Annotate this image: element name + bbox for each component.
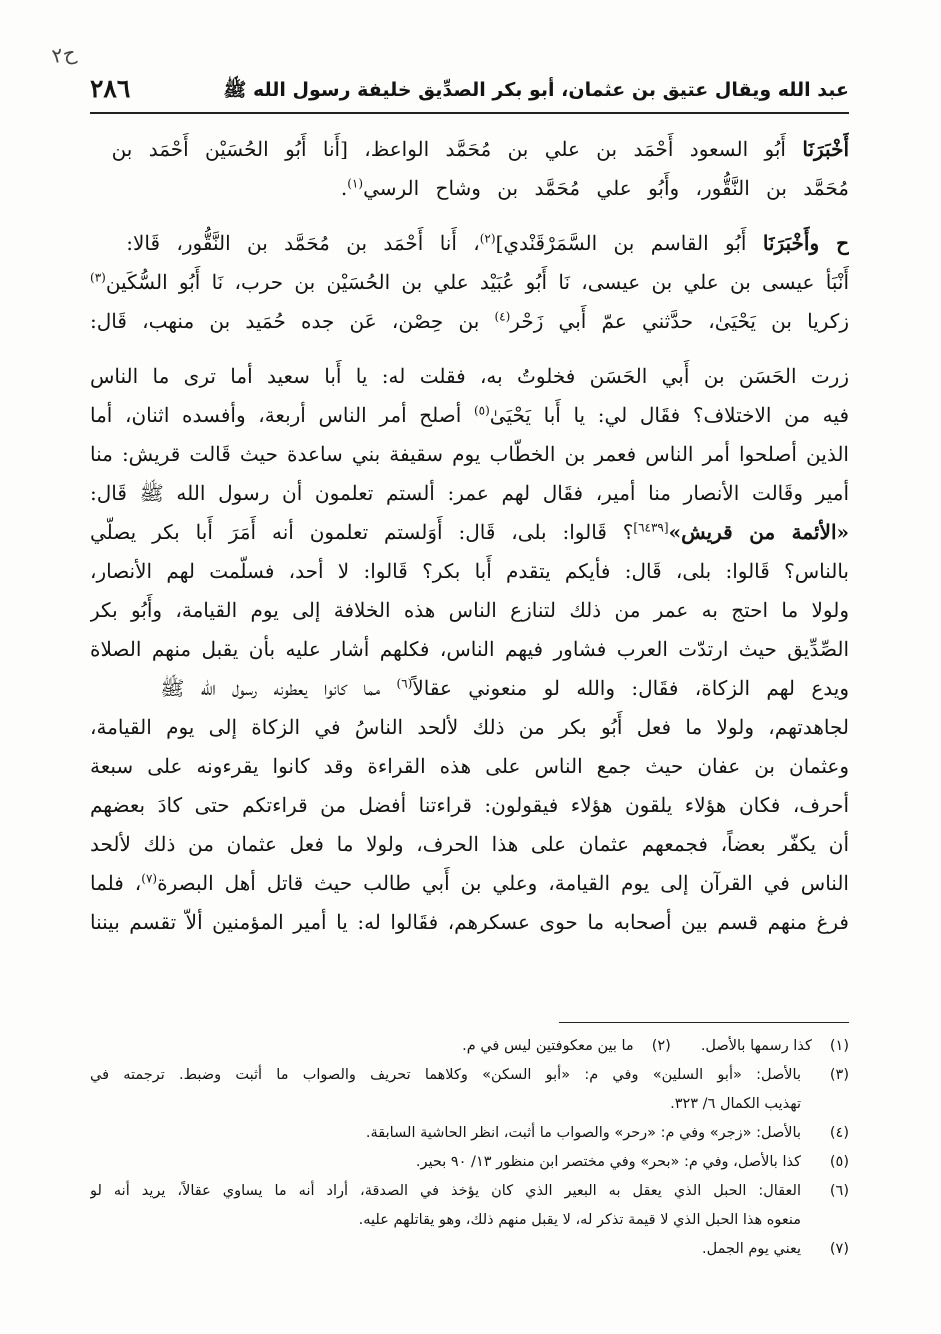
- text-line: [90, 130, 849, 169]
- footnote-ref: (٥): [473, 403, 490, 418]
- line-text: أن يكفّر بعضاً، فجمعهم عثمان على هذا الحرف، ولولا ما فعل عثمان من ذلك لألحد: [90, 832, 849, 856]
- text-line: [90, 786, 849, 825]
- line-text: لجاهدتهم، ولولا ما فعل أَبُو بكر من ذلك لألحد الناسُ في الزكاة إلى يوم القيامة،: [90, 715, 849, 739]
- handwritten-mark: ح٢: [49, 39, 78, 69]
- footnote-ref: (١): [347, 176, 364, 191]
- text-line: [90, 169, 849, 208]
- footnotes: [90, 1032, 849, 1264]
- lead-phrase: ح وأَخْبَرَنَا: [762, 231, 849, 255]
- footnote: [90, 1061, 849, 1090]
- footnote: [701, 1032, 849, 1061]
- footnote-number: (٦): [829, 1183, 849, 1199]
- lead-phrase: «الأئمة من قريش»: [668, 520, 849, 544]
- text-line: [90, 396, 849, 435]
- line-text: أَبُو السعود أَحْمَد بن علي بن مُحَمَّد الواعظ، [أَنا أَبُو الحُسَيْن أَحْمَد بن: [111, 137, 803, 161]
- footnote-number: [801, 1206, 849, 1235]
- line-tail: بن حِصْن، عَن جده حُمَيد بن منهب، قَال:: [90, 309, 495, 333]
- lead-phrase: أَخْبَرَنَا: [802, 137, 849, 161]
- text-line: [90, 591, 849, 630]
- line-text: فيه من الاختلاف؟ فقَال لي: يا أَبا يَحْيَىٰ: [489, 403, 849, 427]
- text-line: [90, 708, 849, 747]
- line-text: زرت الحَسَن بن أَبي الحَسَن فخلوتُ به، فقلت له: يا أَبا سعيد أما ترى ما الناس: [90, 364, 849, 388]
- footnote-text: يعني يوم الجمل.: [702, 1241, 801, 1257]
- footnote-number: (٣): [829, 1067, 849, 1083]
- line-text: بالناس؟ قَالوا: بلى، قَال: فأيكم يتقدم أَبا بكر؟ قَالوا: لا أحد، فسلّمت لهم الأنصار،: [90, 559, 849, 583]
- footnote-ref: (٦): [396, 676, 413, 691]
- line-text: فرغ منهم قسم بين أصحابه ما حوى عسكرهم، فقَالوا له: يا أمير المؤمنين ألاّ تقسم بيننا: [90, 910, 849, 934]
- page-number: ٢٨٦: [90, 74, 131, 103]
- footnote-text: العقال: الحبل الذي يعقل به البعير الذي كان يؤخذ في الصدقة، أراد أنه ما يساوي عقالاً، يريد أنه لو: [90, 1183, 801, 1199]
- text-line: [90, 864, 849, 903]
- footnote: [90, 1090, 849, 1119]
- text-line: [90, 357, 849, 396]
- text-line: [90, 903, 849, 942]
- line-tail: مما كانوا يعطونه رسول الله ﷺ: [160, 676, 397, 700]
- footnote: [90, 1235, 849, 1264]
- footnote: [90, 1148, 849, 1177]
- line-text: أحرف، فكان هؤلاء يلقون هؤلاء فيقولون: قراءتنا أفضل من قراءتكم حتى كادَ بعضهم: [90, 793, 849, 817]
- line-text: ويدع لهم الزكاة، فقَال: والله لو منعوني عقالاً: [412, 676, 849, 700]
- text-line: [90, 474, 849, 513]
- line-text: زكريا بن يَحْيَىٰ، حدَّثني عمّ أَبي زَحْر: [510, 309, 849, 333]
- line-text: وعثمان بن عفان حيث جمع الناس على هذه القراءة وقد كانوا يقرءونه على سبعة: [90, 754, 849, 778]
- line-tail: ، فلما: [90, 871, 142, 895]
- text-line: [90, 224, 849, 263]
- line-text: مُحَمَّد بن النَّقُّور، وأَبُو علي مُحَمَّد بن وشاح الرسي: [363, 176, 849, 200]
- line-text: أَبُو القاسم بن السَّمَرْقَنْدي]: [495, 231, 763, 255]
- footnote-text: كذا بالأصل، وفي م: «بحر» وفي مختصر ابن منظور ١٣/ ٩٠ بحير.: [415, 1154, 801, 1170]
- line-tail: أصلح أمر الناس أربعة، وأفسده اثنان، أما: [90, 403, 474, 427]
- footnote-ref: (٧): [141, 871, 158, 886]
- footnote: [90, 1119, 849, 1148]
- page-header: [90, 72, 849, 104]
- line-tail: .: [340, 176, 348, 200]
- header-rule: [90, 112, 849, 114]
- footnote-number: (٤): [829, 1125, 849, 1141]
- footnote-text: كذا رسمها بالأصل.: [700, 1038, 812, 1054]
- line-text: الناس في القرآن إلى يوم القيامة، وعلي بن أَبي طالب حيث قاتل أهل البصرة: [157, 871, 849, 895]
- footnote-ref: (٣): [90, 270, 106, 285]
- footnote-text: بالأصل: «أبو السلين» وفي م: «أبو السكن» وكلاهما تحريف والصواب ما أثبت وضبط. ترجمته في: [90, 1067, 801, 1083]
- text-line: [90, 263, 849, 302]
- footnote-rule: [559, 1022, 849, 1023]
- text-line: [90, 669, 849, 708]
- line-text: الذين أصلحوا أمر الناس فعمر بن الخطّاب يوم سقيفة بني ساعدة حيث قَالت قريش: منا: [90, 442, 849, 466]
- footnote: [90, 1177, 849, 1206]
- footnote-ref: [٦٤٣٩]: [633, 520, 669, 535]
- footnote-text: منعوه هذا الحبل الذي لا قيمة تذكر له، لا يقبل منهم ذلك، وهو يقاتلهم عليه.: [358, 1212, 801, 1228]
- footnote-row: [90, 1032, 849, 1061]
- running-title: عبد الله ويقال عتيق بن عثمان، أبو بكر الصدِّيق خليفة رسول الله ﷺ: [223, 79, 849, 101]
- line-text: ولولا ما احتج به عمر من ذلك لتنازع الناس هذه الخلافة إلى يوم القيامة، وأَبُو بكر: [90, 598, 849, 622]
- footnote-ref: (٢): [479, 231, 496, 246]
- footnote-number: (٥): [829, 1154, 849, 1170]
- text-line: [90, 630, 849, 669]
- footnote-number: [801, 1090, 849, 1119]
- footnote-number: (١): [829, 1038, 849, 1054]
- text-line: [90, 513, 849, 552]
- line-text: الصِّدِّيق حيث ارتدّت العرب فشاور فيهم الناس، فكلهم أشار عليه بأن يقبل منهم الصلاة: [90, 637, 849, 661]
- footnote-text: بالأصل: «زجر» وفي م: «رحر» والصواب ما أثبت، انظر الحاشية السابقة.: [365, 1125, 801, 1141]
- footnote-ref: (٤): [494, 309, 511, 324]
- line-tail: ، أَنا أَحْمَد بن مُحَمَّد بن النَّقُّور، قَالا:: [126, 231, 480, 255]
- line-text: أمير وقَالت الأنصار منا أمير، فقَال لهم عمر: ألستم تعلمون أن رسول الله ﷺ قَال:: [90, 481, 849, 505]
- text-line: [90, 825, 849, 864]
- footnote-text: ما بين معكوفتين ليس في م.: [462, 1038, 634, 1054]
- main-text: [90, 130, 849, 942]
- line-text: أَنْبَأ عيسى بن علي بن عيسى، نَا أَبُو عُبَيْد علي بن الحُسَيْن بن حرب، نَا أَبُو السُّكَين: [105, 270, 849, 294]
- line-tail: ؟ قَالوا: بلى، قَال: أَوَلستم تعلمون أنه أَمَرَ أَبا بكر يصلّي: [90, 520, 634, 544]
- footnote-number: (٧): [829, 1241, 849, 1257]
- footnote: [90, 1206, 849, 1235]
- footnote-text: تهذيب الكمال ٦/ ٣٢٣.: [670, 1096, 801, 1112]
- text-line: [90, 435, 849, 474]
- text-line: [90, 302, 849, 341]
- footnote-number: (٢): [651, 1038, 671, 1054]
- text-line: [90, 747, 849, 786]
- paragraph-gap: [90, 341, 849, 357]
- text-line: [90, 552, 849, 591]
- paragraph-gap: [90, 208, 849, 224]
- footnote: [462, 1032, 671, 1061]
